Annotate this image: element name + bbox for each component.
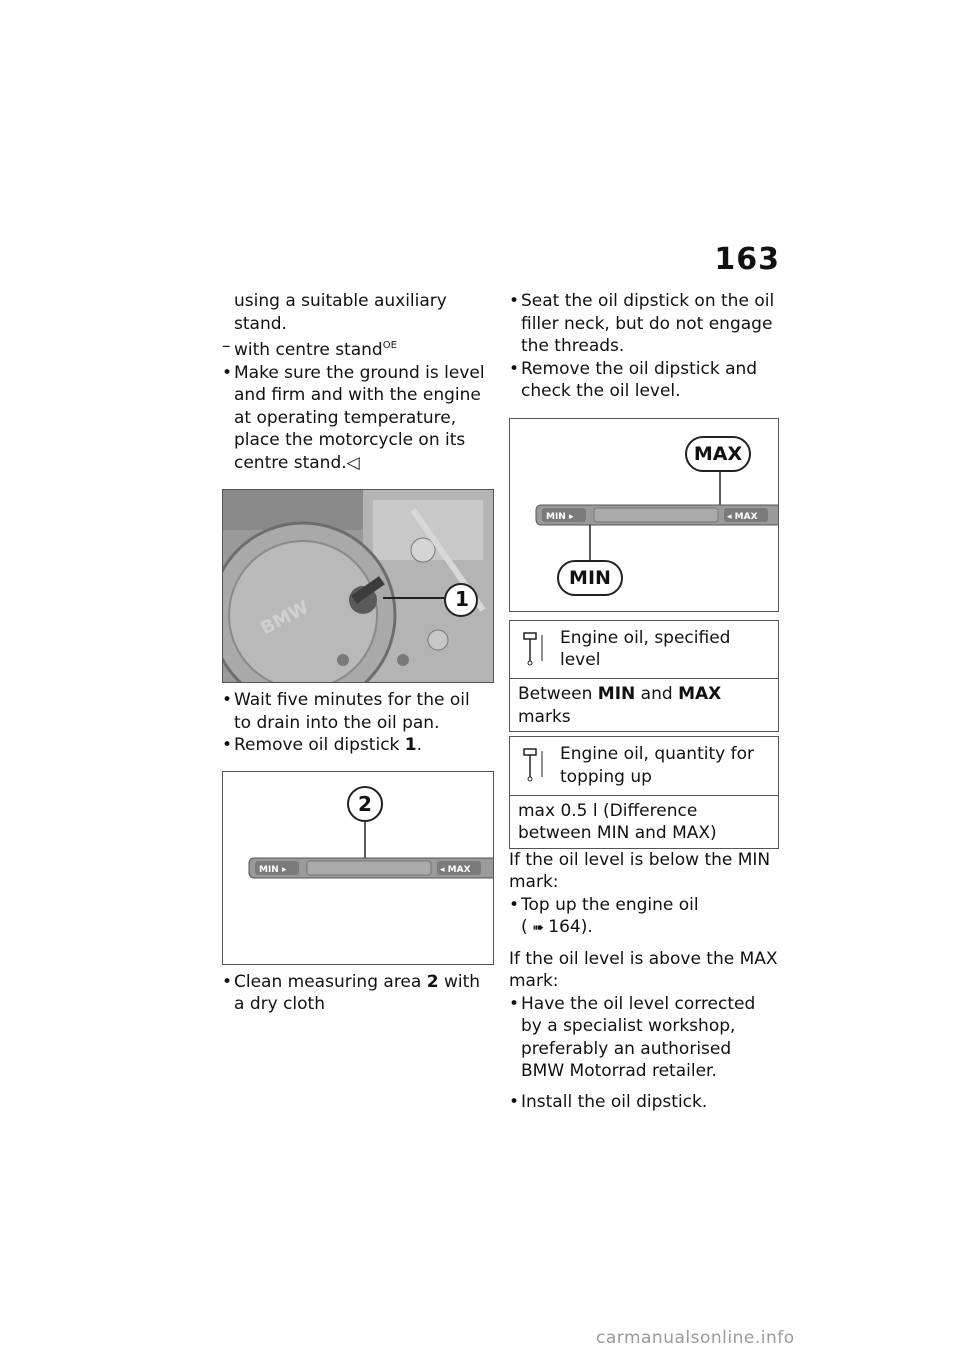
spec-title: Engine oil, quantity for — [560, 744, 754, 764]
bmw-logo: BMW — [257, 596, 313, 640]
ref-number: 1 — [404, 735, 417, 755]
continued-text: using a suitable auxiliary — [234, 291, 447, 311]
min-marker: MIN ▸ — [259, 864, 287, 875]
dash-text: with centre stand — [234, 340, 383, 360]
spec-table-quantity — [509, 736, 779, 849]
left-column — [222, 290, 494, 1016]
bullet-dot: • — [222, 735, 233, 755]
bullet-dot: • — [509, 993, 520, 1014]
max-callout: MAX — [693, 442, 743, 465]
bullet-dot: • — [509, 894, 520, 915]
paragraph: If the oil level is above the MAX mark: — [509, 948, 778, 991]
watermark: carmanualsonline.info — [596, 1328, 795, 1348]
spec-title: Engine oil, specified — [560, 627, 731, 648]
bullet-item: • Install the oil dipstick. — [509, 1091, 708, 1112]
bullet-dot: • — [222, 362, 233, 383]
max-marker: ◂ MAX — [440, 864, 471, 875]
bullet-item: • Seat the oil dipstick on the oil filler neck, but do not engage the threads. — [509, 291, 775, 356]
bullet-dot: • — [222, 971, 233, 992]
dash-marker: – — [222, 336, 231, 356]
callout-2-label: 2 — [358, 791, 372, 816]
callout-1-label: 1 — [455, 587, 469, 611]
ref-number: 2 — [426, 971, 439, 992]
bullet-dot: • — [509, 1091, 520, 1112]
bullet-item: • Have the oil level corrected by a specialist workshop, preferably an authorised BMW Motorrad retailer. — [509, 993, 756, 1081]
right-column — [509, 290, 781, 1113]
bullet-item: • Top up the engine oil ( ➠ 164). — [509, 894, 781, 940]
spec-title: level — [560, 650, 601, 670]
continued-text: stand. — [234, 313, 287, 334]
engine-illustration — [223, 490, 493, 682]
dipstick-figure-2 — [222, 771, 494, 965]
engine-photo — [222, 489, 494, 683]
spec-header — [510, 620, 778, 679]
spec-value: Between MIN and MAX marks — [510, 678, 778, 731]
paragraph: If the oil level is below the MIN mark: — [509, 849, 771, 892]
page-reference[interactable]: 164). — [548, 917, 593, 937]
oil-dipstick-icon — [518, 743, 560, 790]
spec-value: max 0.5 l (Difference between MIN and MAX) — [510, 795, 778, 848]
bullet-item: • Remove oil dipstick 1. — [222, 735, 423, 755]
bar-min-marker: MIN ▸ — [546, 511, 574, 522]
dipstick-figure-3 — [509, 418, 779, 612]
spec-table-level — [509, 620, 779, 733]
bullet-dot: • — [222, 690, 233, 710]
spec-header — [510, 736, 778, 795]
page-number: 163 — [714, 242, 780, 277]
oil-dipstick-icon — [518, 627, 560, 674]
bullet-dot: • — [509, 291, 520, 311]
bullet-item: • Make sure the ground is level and firm and with the engine at operating temperature, place the motorcycle on its centre stand.◁ — [222, 362, 485, 473]
oe-superscript: OE — [382, 340, 397, 351]
min-callout: MIN — [569, 566, 611, 589]
bullet-item: • Clean measuring area 2 with a dry cloth — [222, 971, 481, 1014]
spec-title: topping up — [560, 766, 652, 787]
bar-max-marker: ◂ MAX — [727, 511, 758, 522]
bullet-item: • Wait five minutes for the oil to drain into the oil pan. — [222, 690, 470, 733]
bullet-item: • Remove the oil dipstick and check the oil level. — [509, 358, 758, 401]
page-ref-arrow-icon: ➠ — [527, 920, 549, 936]
bullet-dot: • — [509, 358, 520, 379]
dash-item — [222, 335, 494, 362]
